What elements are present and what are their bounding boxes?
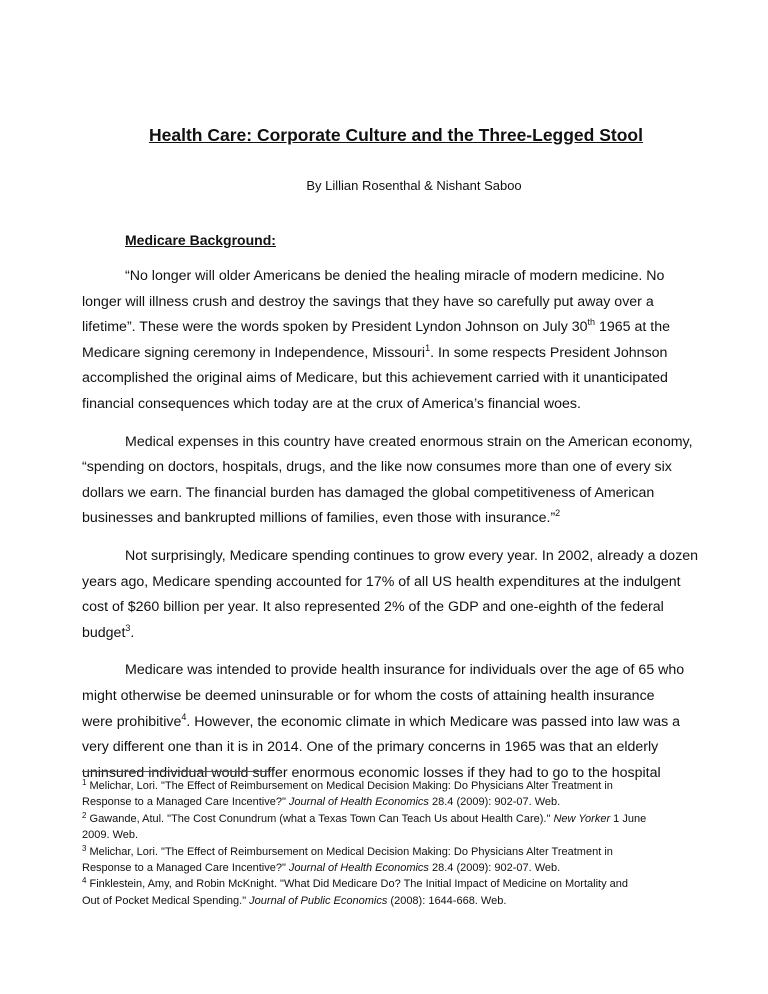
text-run: might otherwise be deemed uninsurable or for whom the costs of attaining health insurance [82, 687, 655, 704]
text-run: . [130, 624, 135, 641]
text-run: Medical expenses in this country have created enormous strain on the American economy, [125, 433, 693, 450]
text-line [82, 876, 702, 892]
paragraph [82, 264, 692, 418]
text-run: Finklestein, Amy, and Robin McKnight. "What Did Medicare Do? The Initial Impact of Medicine on Mortality and [86, 878, 628, 891]
footnote-reference: th [587, 317, 596, 328]
text-line [82, 366, 692, 392]
footnote [82, 811, 702, 844]
footnote-divider [82, 771, 271, 772]
text-run: Gawande, Atul. "The Cost Conundrum (what a Texas Town Can Teach Us about Health Care)." [86, 812, 554, 825]
text-line [82, 430, 692, 456]
body-text [82, 264, 699, 798]
text-line [82, 595, 692, 621]
text-run: were prohibitive [82, 713, 182, 730]
text-run: 2009. Web. [82, 829, 139, 842]
footnote-reference: 2 [555, 508, 561, 519]
text-run: very different one than it is in 2014. One of the primary concerns in 1965 was that an elderly [82, 739, 659, 756]
text-line [82, 794, 702, 810]
text-run: financial consequences which today are at the crux of America’s financial woes. [82, 395, 581, 412]
footnote-reference: 1 [82, 778, 87, 787]
text-line [82, 735, 692, 761]
text-run: cost of $260 billion per year. It also represented 2% of the GDP and one-eighth of the federal [82, 599, 664, 616]
footnote-reference: 2 [82, 810, 87, 820]
text-line [82, 544, 699, 570]
text-run: Melichar, Lori. "The Effect of Reimbursement on Medical Decision Making: Do Physicians Alter Treatment in [86, 780, 613, 792]
text-line [82, 621, 692, 647]
text-run: 1965 at the [595, 319, 670, 336]
text-run: 28.4 (2009): 902-07. Web. [428, 861, 561, 874]
text-run: “No longer will older Americans be denied the healing miracle of modern medicine. No [125, 268, 665, 284]
text-line [82, 710, 692, 736]
text-line [82, 392, 692, 418]
footnote [82, 844, 702, 877]
paragraph [82, 430, 692, 532]
text-line [82, 341, 692, 367]
text-line [82, 481, 692, 507]
journal-title: Journal of Health Economics [288, 796, 429, 809]
text-run: lifetime”. These were the words spoken by President Lyndon Johnson on July 30 [82, 319, 588, 336]
footnote-reference: 3 [82, 843, 87, 853]
text-run: Response to a Managed Care Incentive?" [82, 796, 289, 809]
text-run: longer will illness crush and destroy the savings that they have so carefully put away over a [82, 293, 654, 310]
text-run: Out of Pocket Medical Spending." [82, 894, 250, 907]
text-line [82, 684, 692, 710]
paragraph [82, 658, 692, 786]
footnote-reference: 3 [125, 622, 131, 633]
text-run: businesses and bankrupted millions of families, even those with insurance.” [82, 510, 556, 527]
text-run: accomplished the original aims of Medicare, but this achievement carried with it unanticipated [82, 370, 668, 387]
text-line [82, 455, 692, 481]
journal-title: Journal of Public Economics [249, 894, 388, 907]
text-run: Melichar, Lori. "The Effect of Reimbursement on Medical Decision Making: Do Physicians Alter Treatment in [86, 845, 613, 858]
footnote-reference: 4 [82, 876, 87, 886]
text-line [82, 658, 692, 684]
text-line [82, 506, 692, 532]
footnote-reference: 4 [181, 711, 187, 722]
text-run: 28.4 (2009): 902-07. Web. [428, 796, 561, 809]
text-line [82, 570, 692, 596]
text-run: . However, the economic climate in which Medicare was passed into law was a [186, 713, 681, 730]
text-run: Medicare signing ceremony in Independence, Missouri [82, 344, 426, 361]
footnote [82, 778, 702, 811]
journal-title: New Yorker [553, 812, 611, 825]
footnotes [82, 778, 702, 909]
text-run: . In some respects President Johnson [430, 344, 668, 361]
text-line [82, 264, 692, 290]
text-run: 1 June [610, 812, 647, 825]
paragraph [82, 544, 699, 646]
text-run: budget [82, 624, 126, 641]
text-run: Response to a Managed Care Incentive?" [82, 861, 289, 874]
byline: By Lillian Rosenthal & Nishant Saboo [306, 178, 522, 193]
text-line [82, 844, 702, 860]
text-line [82, 811, 702, 827]
section-heading: Medicare Background: [125, 232, 276, 248]
text-run: uninsured individual would suffer enormous economic losses if they had to go to the hospital [82, 764, 661, 781]
footnote [82, 876, 702, 909]
text-run: (2008): 1644-668. Web. [387, 894, 507, 907]
footnote-reference: 1 [425, 342, 431, 353]
text-line [82, 827, 702, 843]
text-run: years ago, Medicare spending accounted for 17% of all US health expenditures at the indulgent [82, 573, 681, 590]
text-line [82, 860, 702, 876]
text-line [82, 290, 692, 316]
document-title: Health Care: Corporate Culture and the Three-Legged Stool [149, 125, 643, 145]
text-run: “spending on doctors, hospitals, drugs, and the like now consumes more than one of every six [82, 459, 672, 476]
text-line [82, 315, 692, 341]
text-run: Not surprisingly, Medicare spending continues to grow every year. In 2002, already a dozen [125, 547, 699, 564]
text-run: dollars we earn. The financial burden has damaged the global competitiveness of American [82, 484, 655, 501]
text-run: Medicare was intended to provide health insurance for individuals over the age of 65 who [125, 662, 685, 679]
journal-title: Journal of Health Economics [288, 861, 429, 874]
text-line [82, 778, 702, 794]
text-line [82, 893, 702, 909]
